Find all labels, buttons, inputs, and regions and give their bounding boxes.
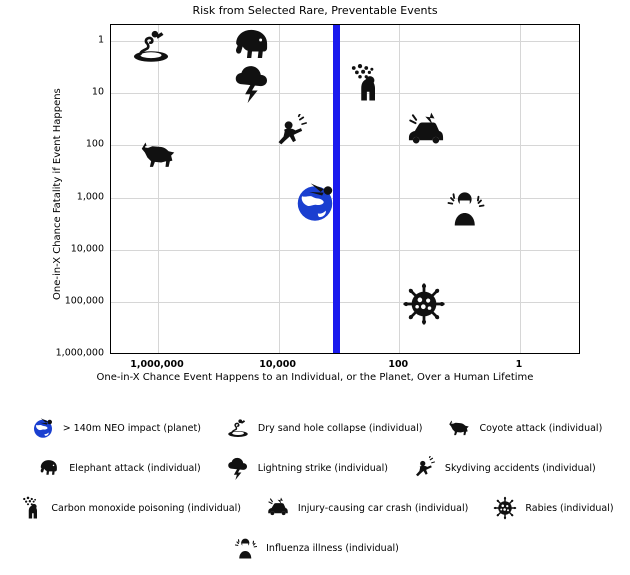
legend-label: Coyote attack (individual) — [479, 422, 603, 434]
chart-legend — [0, 415, 630, 575]
legend-item — [490, 495, 613, 521]
car-crash-icon — [263, 495, 293, 521]
legend-label: Carbon monoxide poisoning (individual) — [51, 502, 241, 514]
legend-item — [223, 415, 423, 441]
y-tick-label: 100 — [85, 138, 104, 150]
legend-label: Dry sand hole collapse (individual) — [257, 422, 423, 434]
x-tick-label: 10,000 — [259, 359, 296, 370]
legend-item — [231, 535, 399, 561]
y-axis-title: One-in-X Chance Fatality if Event Happens — [52, 88, 63, 300]
marker-co-poisoning-icon — [345, 63, 385, 103]
marker-skydiver-icon — [274, 114, 310, 150]
y-tick-label: 100,000 — [64, 295, 104, 307]
chart-title: Risk from Selected Rare, Preventable Events — [192, 4, 438, 17]
legend-item — [28, 415, 201, 441]
gridline-horizontal-4 — [111, 250, 579, 251]
gridline-horizontal-0 — [111, 41, 579, 42]
legend-label: > 140m NEO impact (planet) — [62, 422, 201, 434]
legend-row-2 — [0, 495, 630, 521]
x-tick-label: 1 — [515, 359, 523, 370]
marker-lightning-icon — [232, 63, 272, 103]
legend-label: Lightning strike (individual) — [257, 462, 388, 474]
x-tick-label: 1,000,000 — [130, 359, 184, 370]
legend-item — [263, 495, 468, 521]
plot-area — [110, 24, 580, 354]
lightning-icon — [223, 455, 253, 481]
y-tick-label: 1 — [97, 34, 104, 46]
legend-item — [444, 415, 602, 441]
marker-car-crash-icon — [405, 110, 447, 152]
legend-label: Skydiving accidents (individual) — [444, 462, 596, 474]
y-tick-label: 10 — [91, 86, 104, 98]
rabies-icon — [490, 495, 520, 521]
marker-coyote-icon — [138, 135, 178, 175]
legend-item — [16, 495, 241, 521]
marker-rabies-icon — [402, 282, 446, 326]
gridline-vertical-3 — [520, 25, 521, 353]
marker-neo-impact-icon — [292, 179, 338, 225]
x-axis-title: One-in-X Chance Event Happens to an Individual, or the Planet, Over a Human Lifetime — [96, 372, 534, 383]
skydiver-icon — [410, 455, 440, 481]
legend-label: Influenza illness (individual) — [266, 542, 399, 554]
y-tick-label: 1,000,000 — [55, 347, 104, 359]
legend-item — [223, 455, 388, 481]
legend-label: Rabies (individual) — [525, 502, 614, 514]
legend-item — [34, 455, 200, 481]
marker-sand-hole-icon — [130, 25, 172, 67]
legend-row-1 — [0, 455, 630, 481]
marker-influenza-icon — [446, 188, 486, 228]
gridline-horizontal-3 — [111, 198, 579, 199]
gridline-vertical-2 — [399, 25, 400, 353]
influenza-icon — [231, 535, 261, 561]
sand-hole-icon — [223, 415, 253, 441]
legend-item — [410, 455, 596, 481]
gridline-vertical-0 — [158, 25, 159, 353]
x-tick-label: 100 — [388, 359, 409, 370]
neo-impact-icon — [28, 415, 58, 441]
gridline-horizontal-2 — [111, 145, 579, 146]
y-tick-label: 10,000 — [70, 243, 104, 255]
legend-row-0 — [0, 415, 630, 441]
legend-row-3 — [0, 535, 630, 561]
legend-label: Injury-causing car crash (individual) — [297, 502, 469, 514]
coyote-icon — [444, 415, 474, 441]
legend-label: Elephant attack (individual) — [69, 462, 201, 474]
y-tick-label: 1,000 — [76, 191, 104, 203]
co-poisoning-icon — [16, 495, 46, 521]
gridline-horizontal-5 — [111, 302, 579, 303]
gridline-vertical-1 — [279, 25, 280, 353]
elephant-icon — [34, 455, 64, 481]
marker-elephant-icon — [229, 24, 275, 68]
